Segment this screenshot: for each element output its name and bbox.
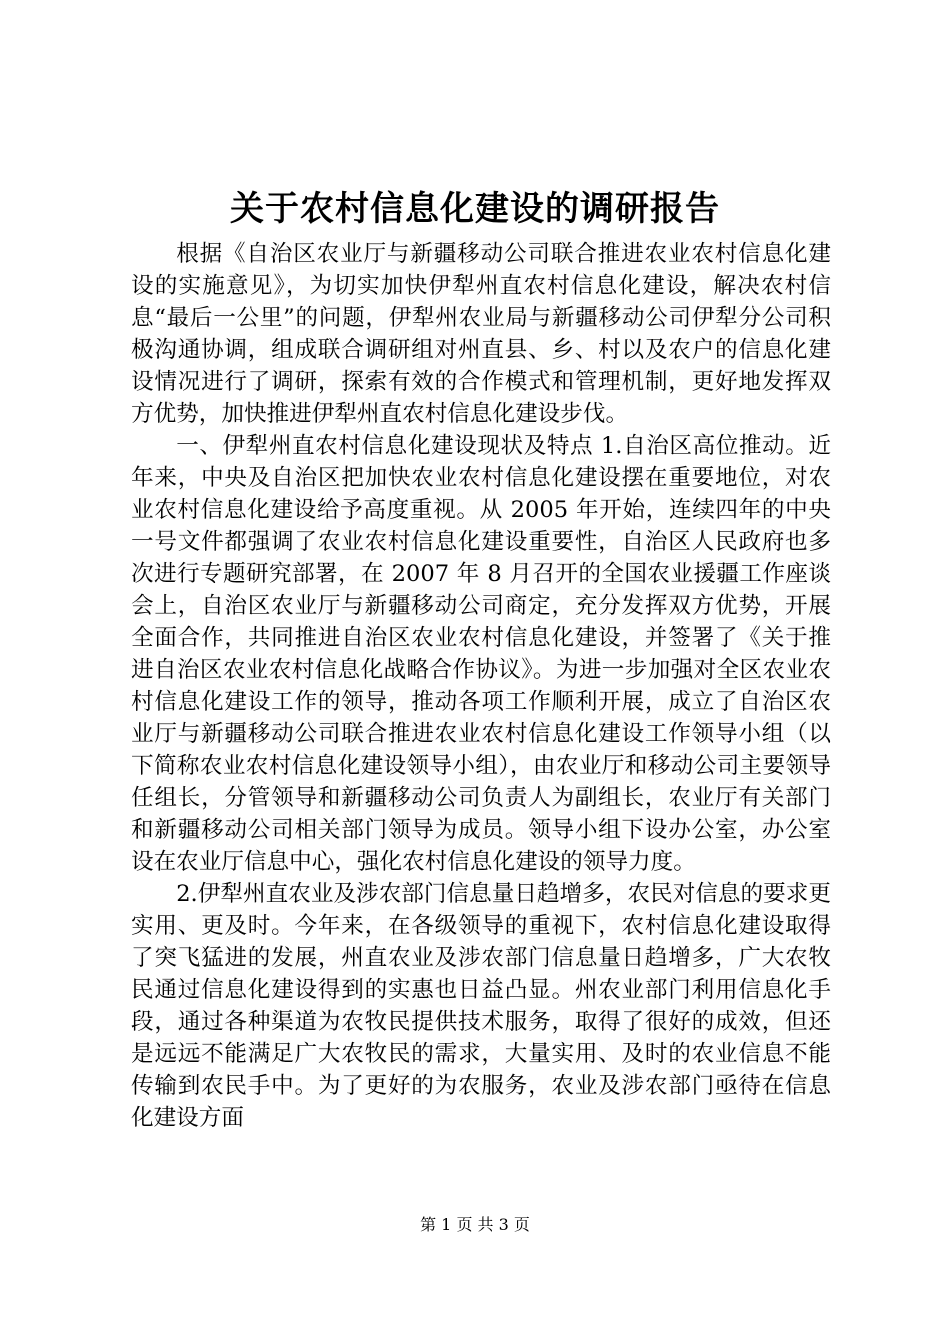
document-title: 关于农村信息化建设的调研报告 xyxy=(230,189,720,229)
paragraph-intro: 根据《自治区农业厅与新疆移动公司联合推进农业农村信息化建设的实施意见》，为切实加快伊犁州直农村信息化建设，解决农村信息“最后一公里”的问题，伊犁州农业局与新疆移动公司伊犁分公司积极沟通协调，组成联合调研组对州直县、乡、村以及农户的信息化建设情况进行了调研，探索有效的合作模式和管理机制，更好地发挥双方优势，加快推进伊犁州直农村信息化建设步伐。 xyxy=(131,241,831,427)
page-number-footer: 第 1 页 共 3 页 xyxy=(420,1215,530,1234)
paragraph-section-1: 一、伊犁州直农村信息化建设现状及特点 1.自治区高位推动。近年来，中央及自治区把加快农业农村信息化建设摆在重要地位，对农业农村信息化建设给予高度重视。从 2005 年开始，连续四年的中央一号文件都强调了农业农村信息化建设重要性，自治区人民政府也多次进行专题研究部署，在 2007 年 8 月召开的全国农业援疆工作座谈会上，自治区农业厅与新疆移动公司商定，充分发挥双方优势，开展全面合作，共同推进自治区农业农村信息化建设，并签署了《关于推进自治区农业农村信息化战略合作协议》。为进一步加强对全区农业农村信息化建设工作的领导，推动各项工作顺利开展，成立了自治区农业厅与新疆移动公司联合推进农业农村信息化建设工作领导小组（以下简称农业农村信息化建设领导小组），由农业厅和移动公司主要领导任组长，分管领导和新疆移动公司负责人为副组长，农业厅有关部门和新疆移动公司相关部门领导为成员。领导小组下设办公室，办公室设在农业厅信息中心，强化农村信息化建设的领导力度。 xyxy=(131,433,831,875)
document-body xyxy=(131,238,831,1134)
paragraph-section-2: 2.伊犁州直农业及涉农部门信息量日趋增多，农民对信息的要求更实用、更及时。今年来，在各级领导的重视下，农村信息化建设取得了突飞猛进的发展，州直农业及涉农部门信息量日趋增多，广大农牧民通过信息化建设得到的实惠也日益凸显。州农业部门利用信息化手段，通过各种渠道为农牧民提供技术服务，取得了很好的成效，但还是远远不能满足广大农牧民的需求，大量实用、及时的农业信息不能传输到农民手中。为了更好的为农服务，农业及涉农部门亟待在信息化建设方面 xyxy=(131,881,831,1131)
